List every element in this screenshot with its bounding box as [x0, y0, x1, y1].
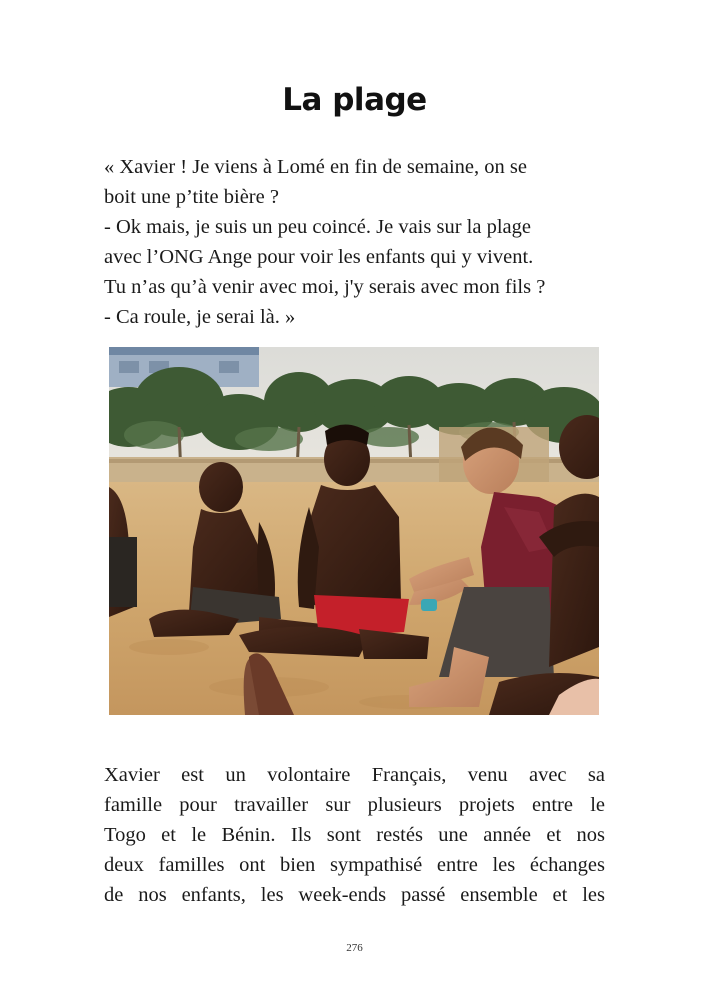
body-line: de nos enfants, les week-ends passé ensemble et les [104, 884, 605, 906]
dialogue-line: boit une p’tite bière ? [104, 186, 279, 208]
dialogue-line: avec l’ONG Ange pour voir les enfants qui y vivent. [104, 246, 534, 268]
page-number: 276 [346, 942, 363, 954]
beach-children-photo [109, 347, 599, 715]
chapter-title: La plage [282, 82, 427, 118]
body-line: famille pour travailler sur plusieurs projets entre le [104, 794, 605, 816]
dialogue-line: « Xavier ! Je viens à Lomé en fin de semaine, on se [104, 156, 527, 178]
dialogue-line: - Ca roule, je serai là. » [104, 306, 296, 328]
body-paragraph [104, 760, 605, 910]
body-line: deux familles ont bien sympathisé entre les échanges [104, 854, 605, 876]
dialogue-paragraph [104, 152, 614, 332]
dialogue-line: - Ok mais, je suis un peu coincé. Je vais sur la plage [104, 216, 531, 238]
dialogue-line: Tu n’as qu’à venir avec moi, j'y serais avec mon fils ? [104, 276, 546, 298]
body-line: Togo et le Bénin. Ils sont restés une année et nos [104, 824, 605, 846]
body-line: Xavier est un volontaire Français, venu avec sa [104, 764, 605, 786]
